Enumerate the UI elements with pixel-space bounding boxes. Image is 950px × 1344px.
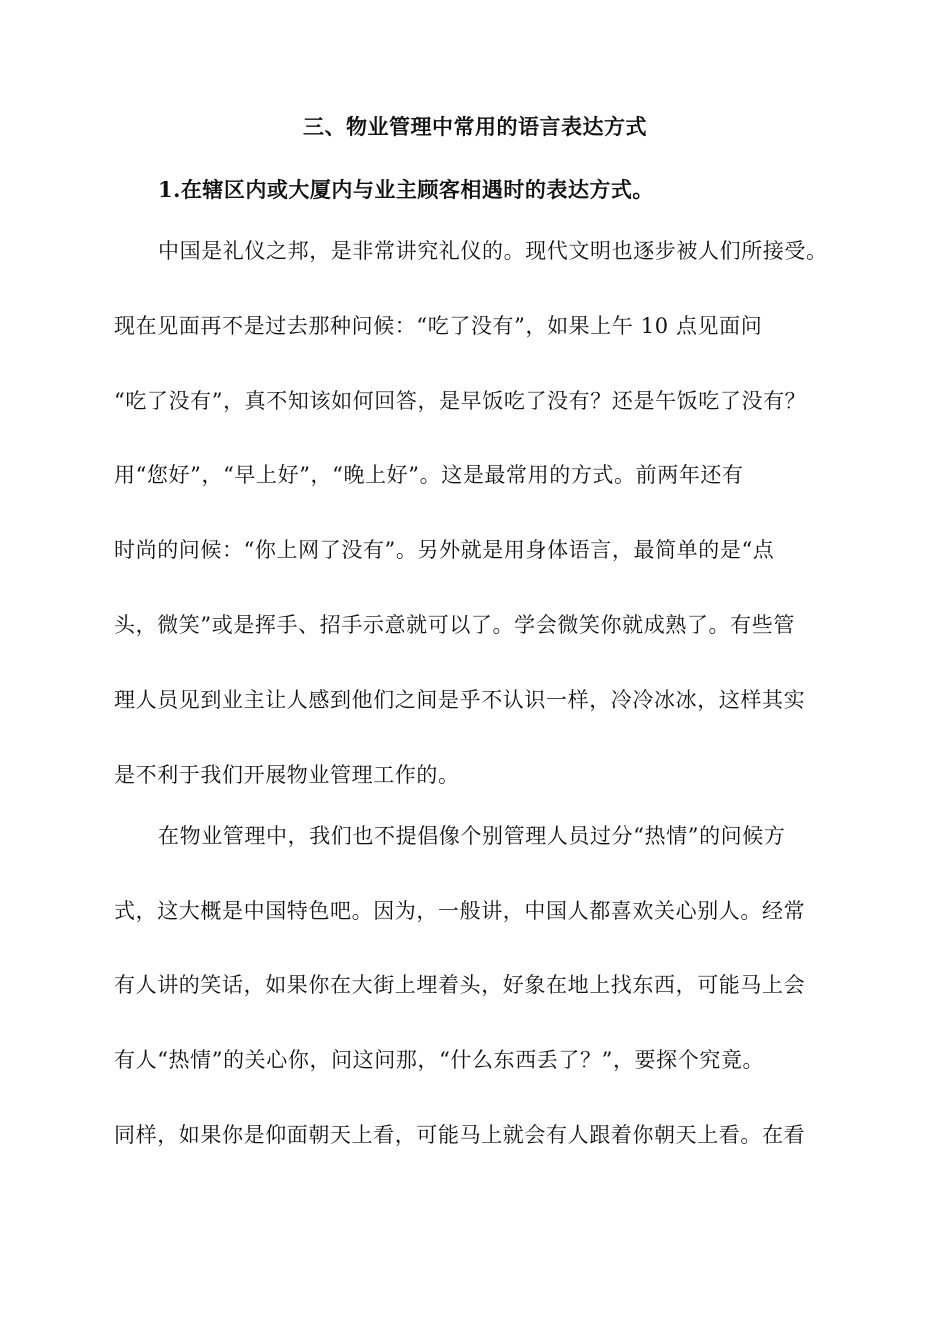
paragraph-2-line-1: 在物业管理中，我们也不提倡像个别管理人员过分“热情”的问候方 [158,824,786,848]
paragraph-1-line-7: 理人员见到业主让人感到他们之间是乎不认识一样，冷冷冰冰，这样其实 [114,688,806,712]
paragraph-2-line-2: 式，这大概是中国特色吧。因为，一般讲，中国人都喜欢关心别人。经常 [114,899,806,923]
paragraph-2-line-5: 同样，如果你是仰面朝天上看，可能马上就会有人跟着你朝天上看。在看 [114,1123,806,1147]
paragraph-1-line-3: “吃了没有”，真不知该如何回答，是早饭吃了没有？还是午饭吃了没有？ [114,389,807,413]
paragraph-1-line-1: 中国是礼仪之邦，是非常讲究礼仪的。现代文明也逐步被人们所接受。 [158,239,828,263]
paragraph-1-line-2: 现在见面再不是过去那种问候：“吃了没有”，如果上午 10 点见面问 [114,314,763,338]
paragraph-2-line-3: 有人讲的笑话，如果你在大街上埋着头，好象在地上找东西，可能马上会 [114,973,806,997]
paragraph-1-line-8: 是不利于我们开展物业管理工作的。 [114,763,460,787]
paragraph-1-line-5: 时尚的问候：“你上网了没有”。另外就是用身体语言，最简单的是“点 [114,538,775,562]
section-title: 三、物业管理中常用的语言表达方式 [303,114,647,139]
subsection-heading: 1.在辖区内或大厦内与业主顾客相遇时的表达方式。 [158,177,654,202]
paragraph-1-line-6: 头，微笑”或是挥手、招手示意就可以了。学会微笑你就成熟了。有些管 [114,613,795,637]
paragraph-1-line-4: 用“您好”，“早上好”，“晚上好”。这是最常用的方式。前两年还有 [114,463,744,487]
paragraph-2-line-4: 有人“热情”的关心你，问这问那，“什么东西丢了？”，要探个究竟。 [114,1048,765,1072]
